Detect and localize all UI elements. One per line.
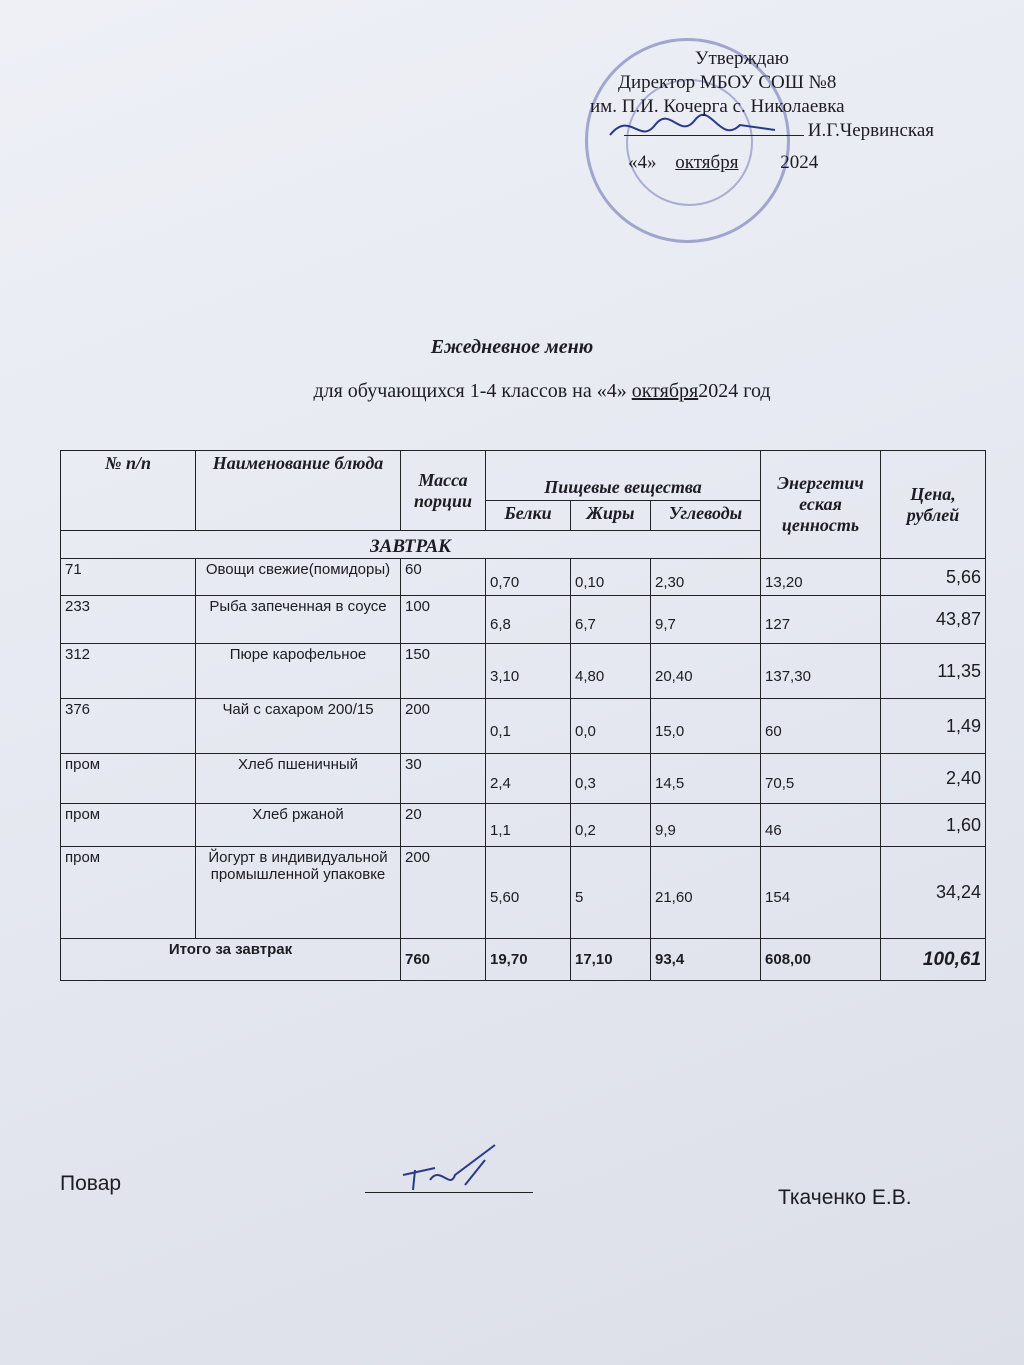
table-row — [61, 804, 986, 847]
row-energy: 70,5 — [761, 754, 881, 804]
cook-name: Ткаченко Е.В. — [778, 1186, 912, 1209]
approval-date — [628, 152, 818, 174]
header-name: Наименование блюда — [196, 451, 401, 531]
row-num: 71 — [61, 559, 196, 596]
row-num: пром — [61, 754, 196, 804]
row-protein: 1,1 — [486, 804, 571, 847]
page-title: Ежедневное меню — [430, 336, 594, 358]
row-protein: 2,4 — [486, 754, 571, 804]
row-price: 1,60 — [881, 804, 986, 847]
total-energy: 608,00 — [761, 939, 881, 981]
approval-heading: Утверждаю — [695, 48, 789, 69]
cook-label: Повар — [60, 1172, 122, 1195]
row-protein: 0,70 — [486, 559, 571, 596]
approval-signer-line — [568, 120, 934, 142]
total-carbs: 93,4 — [651, 939, 761, 981]
row-mass: 20 — [401, 804, 486, 847]
total-mass: 760 — [401, 939, 486, 981]
approval-month: октября — [675, 152, 739, 173]
row-num: 312 — [61, 644, 196, 699]
row-mass: 200 — [401, 847, 486, 939]
header-fat: Жиры — [571, 501, 651, 531]
row-carbs: 14,5 — [651, 754, 761, 804]
row-price: 34,24 — [881, 847, 986, 939]
header-price: Цена, рублей — [881, 451, 986, 559]
total-protein: 19,70 — [486, 939, 571, 981]
row-mass: 60 — [401, 559, 486, 596]
header-mass: Масса порции — [401, 451, 486, 531]
row-mass: 200 — [401, 699, 486, 754]
row-name: Чай с сахаром 200/15 — [196, 699, 401, 754]
row-fat: 6,7 — [571, 596, 651, 644]
row-protein: 5,60 — [486, 847, 571, 939]
row-energy: 46 — [761, 804, 881, 847]
row-price: 2,40 — [881, 754, 986, 804]
row-fat: 0,0 — [571, 699, 651, 754]
row-name: Овощи свежие(помидоры) — [196, 559, 401, 596]
row-carbs: 21,60 — [651, 847, 761, 939]
row-price: 43,87 — [881, 596, 986, 644]
row-protein: 3,10 — [486, 644, 571, 699]
row-carbs: 15,0 — [651, 699, 761, 754]
subtitle-month: октября — [631, 380, 699, 402]
header-carbs: Углеводы — [651, 501, 761, 531]
row-protein: 6,8 — [486, 596, 571, 644]
table-row — [61, 847, 986, 939]
approval-school: им. П.И. Кочерга с. Николаевка — [590, 96, 845, 117]
total-label: Итого за завтрак — [61, 939, 401, 981]
row-carbs: 20,40 — [651, 644, 761, 699]
menu-table — [60, 450, 986, 981]
row-energy: 13,20 — [761, 559, 881, 596]
row-fat: 0,10 — [571, 559, 651, 596]
cook-signature — [395, 1140, 515, 1200]
page-subtitle — [0, 380, 1024, 403]
subtitle-suffix: 2024 год — [698, 380, 771, 402]
approval-day: «4» — [628, 152, 657, 173]
row-name: Хлеб пшеничный — [196, 754, 401, 804]
total-fat: 17,10 — [571, 939, 651, 981]
row-energy: 60 — [761, 699, 881, 754]
row-price: 1,49 — [881, 699, 986, 754]
row-mass: 150 — [401, 644, 486, 699]
header-nutrients: Пищевые вещества — [486, 451, 761, 501]
row-energy: 137,30 — [761, 644, 881, 699]
header-num: № п/п — [61, 451, 196, 531]
row-carbs: 9,9 — [651, 804, 761, 847]
row-energy: 127 — [761, 596, 881, 644]
header-protein: Белки — [486, 501, 571, 531]
approval-position: Директор МБОУ СОШ №8 — [618, 72, 837, 93]
table-row — [61, 754, 986, 804]
row-price: 5,66 — [881, 559, 986, 596]
row-name: Хлеб ржаной — [196, 804, 401, 847]
row-num: пром — [61, 847, 196, 939]
row-carbs: 2,30 — [651, 559, 761, 596]
approval-year: 2024 — [780, 152, 819, 173]
row-energy: 154 — [761, 847, 881, 939]
section-breakfast: ЗАВТРАК — [61, 531, 761, 559]
row-mass: 30 — [401, 754, 486, 804]
total-price: 100,61 — [881, 939, 986, 981]
approval-signer: И.Г.Червинская — [807, 120, 934, 141]
table-row — [61, 559, 986, 596]
row-fat: 0,2 — [571, 804, 651, 847]
row-num: 233 — [61, 596, 196, 644]
row-name: Рыба запеченная в соусе — [196, 596, 401, 644]
row-mass: 100 — [401, 596, 486, 644]
row-carbs: 9,7 — [651, 596, 761, 644]
header-energy: Энергетич еская ценность — [761, 451, 881, 559]
row-protein: 0,1 — [486, 699, 571, 754]
table-row — [61, 644, 986, 699]
table-row — [61, 596, 986, 644]
row-name: Пюре карофельное — [196, 644, 401, 699]
row-fat: 5 — [571, 847, 651, 939]
row-price: 11,35 — [881, 644, 986, 699]
row-name: Йогурт в индивидуальной промышленной упаковке — [196, 847, 401, 939]
subtitle-prefix: для обучающихся 1-4 классов на «4» — [313, 380, 627, 402]
table-row — [61, 699, 986, 754]
row-fat: 4,80 — [571, 644, 651, 699]
row-fat: 0,3 — [571, 754, 651, 804]
row-num: 376 — [61, 699, 196, 754]
row-num: пром — [61, 804, 196, 847]
